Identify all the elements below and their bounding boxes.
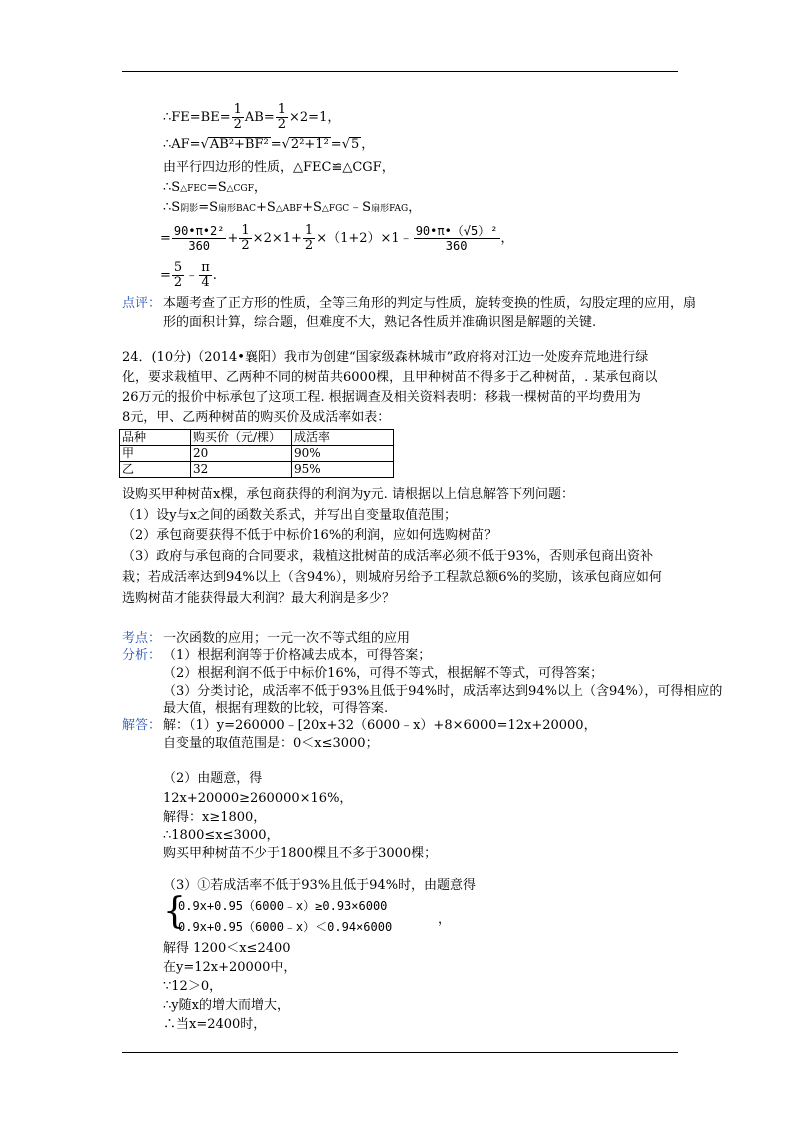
jieda-text: ∵12＞0，	[163, 979, 223, 994]
text: ，	[408, 200, 422, 215]
sqrt-icon: √	[200, 137, 209, 152]
jieda-text: （3）①若成活率不低于93%且低于94%时，由题意得	[163, 878, 477, 893]
jieda-label: 解答：	[122, 718, 162, 733]
frac-num: 1	[241, 223, 250, 238]
text: +	[227, 231, 239, 246]
subscript: 扇形FAG	[371, 204, 409, 214]
solution-line-fe	[163, 103, 340, 132]
frac-num: 1	[277, 102, 287, 117]
problem-text: 24．(10分)（2014•襄阳）我市为创建“国家级森林城市”政府将对江边一处废弃荒地进行绿	[122, 350, 649, 365]
jieda-text: 解：（1）y=260000﹣[20x+32（6000﹣x）+8×6000=12x+20000，	[163, 718, 597, 733]
frac-num: 1	[304, 223, 314, 238]
frac-den: 2	[241, 238, 250, 253]
fenxi-text: 最大值，根据有理数的比较，可得答案.	[163, 701, 389, 716]
table-cell: 90%	[292, 446, 394, 462]
text: ×2×1+	[252, 231, 302, 246]
question-text: （2）承包商要获得不低于中标价16%的利润，应如何选购树苗？	[122, 528, 498, 543]
table-cell: 95%	[292, 462, 394, 478]
fraction	[199, 261, 212, 290]
text: =	[160, 231, 171, 246]
jieda-text: 12x+20000≥260000×16%，	[163, 791, 353, 806]
problem-text: 8元，甲、乙两种树苗的购买价及成活率如表：	[122, 410, 391, 425]
table-header-row	[120, 430, 394, 446]
frac-num: 90•π•（√5）²	[415, 224, 498, 238]
review-label: 点评：	[122, 296, 162, 311]
text: =	[160, 268, 171, 283]
footer-rule	[122, 1052, 678, 1053]
text: =S	[198, 200, 219, 215]
sqrt-icon: √	[281, 137, 290, 152]
problem-text: 化，要求栽植甲、乙两种不同的树苗共6000棵，且甲种树苗不得多于乙种树苗，. 某承包商以	[122, 370, 658, 385]
table-header: 成活率	[292, 430, 394, 446]
sqrt-icon: √	[341, 137, 350, 152]
fraction	[172, 224, 227, 253]
fenxi-text: （1）根据利润等于价格减去成本，可得答案；	[163, 648, 432, 663]
subscript: 阴影	[180, 204, 199, 214]
jieda-text: 购买甲种树苗不少于1800棵且不多于3000棵；	[163, 846, 438, 861]
question-text: （1）设y与x之间的函数关系式，并写出自变量取值范围；	[122, 508, 457, 523]
text: AB=	[244, 110, 275, 125]
subscript: 扇形BAC	[218, 204, 257, 214]
text: +S	[256, 200, 276, 215]
kaodian-label: 考点：	[122, 631, 162, 646]
frac-num: 90•π•2²	[173, 224, 225, 238]
jieda-text: ∴y随x的增大而增大，	[163, 998, 290, 1013]
question-text: 栽；若成活率达到94%以上（含94%），则城府另给予工程款总额6%的奖励，该承包商应如何	[122, 570, 662, 585]
text: ×2=1，	[289, 110, 341, 125]
jieda-text: ∴1800≤x≤3000，	[163, 828, 280, 843]
subscript: △FEC	[180, 184, 207, 194]
text: ∴S	[163, 180, 181, 195]
frac-den: 2	[277, 117, 287, 132]
text: ×（1+2）×1﹣	[316, 231, 413, 246]
solution-line-af	[163, 137, 374, 153]
kaodian-text: 一次函数的应用；一元一次不等式组的应用	[163, 631, 411, 646]
radicand: AB²+BF²	[209, 137, 269, 152]
radicand: 5	[350, 137, 360, 152]
jieda-text: 自变量的取值范围是：0＜x≤3000；	[163, 736, 379, 751]
text: ∴FE=BE=	[163, 110, 231, 125]
text: ，	[253, 180, 267, 195]
question-text: 选购树苗才能获得最大利润？最大利润是多少？	[122, 591, 396, 606]
review-text: 形的面积计算，综合题，但难度不大，熟记各性质并准确识图是解题的关键.	[163, 315, 597, 330]
text: =	[330, 137, 342, 152]
text: ﹣	[185, 268, 199, 283]
text: .	[212, 268, 217, 283]
text: =S	[206, 180, 227, 195]
fraction	[239, 224, 251, 253]
table-header: 品种	[120, 430, 191, 446]
table-cell: 甲	[120, 446, 191, 462]
text: ﹣S	[349, 200, 372, 215]
text: =	[270, 137, 282, 152]
text: ，	[361, 137, 375, 152]
solution-line-congruent: 由平行四边形的性质，△FEC≌△CGF，	[163, 160, 395, 175]
frac-den: 360	[445, 239, 468, 253]
text: ∴S	[163, 200, 181, 215]
frac-den: 2	[173, 275, 183, 290]
jieda-text: 解得：x≥1800，	[163, 810, 267, 825]
question-text: 设购买甲种树苗x棵，承包商获得的利润为y元. 请根据以上信息解答下列问题：	[122, 487, 574, 502]
jieda-text: （2）由题意，得	[163, 771, 263, 786]
frac-den: 2	[233, 117, 242, 132]
fenxi-text: （2）根据利润不低于中标价16%，可得不等式，根据解不等式，可得答案；	[163, 666, 604, 681]
fenxi-text: （3）分类讨论，成活率不低于93%且低于94%时，成活率达到94%以上（含94%），可得相应的	[163, 684, 723, 699]
table-cell: 乙	[120, 462, 191, 478]
subscript: △FGC	[321, 204, 350, 214]
jieda-text: ∴当x=2400时，	[163, 1017, 267, 1032]
frac-den: 360	[188, 239, 211, 253]
fraction	[172, 261, 184, 290]
frac-num: 1	[233, 102, 242, 117]
table-header: 购买价（元/棵）	[191, 430, 292, 446]
left-brace-icon: {	[163, 891, 186, 932]
table-row	[120, 446, 394, 462]
table-row	[120, 462, 394, 478]
solution-line-area-eq	[163, 180, 267, 197]
text: ，	[500, 231, 514, 246]
review-text: 本题考查了正方形的性质，全等三角形的判定与性质，旋转变换的性质，勾股定理的应用，扇	[163, 296, 697, 311]
solution-line-shaded-area	[163, 200, 421, 217]
inequality-end: ，	[438, 912, 452, 927]
solution-line-expansion	[160, 224, 514, 253]
jieda-text: 解得 1200＜x≤2400	[163, 941, 291, 956]
fraction	[276, 103, 288, 132]
text: +S	[302, 200, 322, 215]
fenxi-label: 分析：	[122, 648, 162, 663]
frac-den: 4	[201, 275, 210, 290]
fraction	[232, 103, 244, 132]
price-table	[119, 429, 394, 478]
subscript: △ABF	[275, 204, 303, 214]
radicand: 2²+1²	[290, 137, 329, 152]
jieda-text: 在y=12x+20000中，	[163, 960, 297, 975]
problem-text: 26万元的报价中标承包了这项工程. 根据调查及相关资料表明：移栽一棵树苗的平均费用为	[122, 390, 641, 405]
frac-num: 5	[173, 260, 183, 275]
inequality-line: 0.9x+0.95（6000﹣x）≥0.93×6000	[178, 899, 388, 913]
frac-num: π	[201, 260, 210, 275]
subscript: △CGF	[226, 184, 254, 194]
inequality-line: 0.9x+0.95（6000﹣x）＜0.94×6000	[178, 920, 393, 934]
frac-den: 2	[304, 238, 314, 253]
fraction	[303, 224, 315, 253]
fraction	[414, 224, 500, 253]
solution-line-result	[160, 261, 217, 290]
header-rule	[122, 71, 678, 72]
table-cell: 20	[191, 446, 292, 462]
table-cell: 32	[191, 462, 292, 478]
text: ∴AF=	[163, 137, 201, 152]
question-text: （3）政府与承包商的合同要求，栽植这批树苗的成活率必须不低于93%，否则承包商出资补	[122, 549, 654, 564]
